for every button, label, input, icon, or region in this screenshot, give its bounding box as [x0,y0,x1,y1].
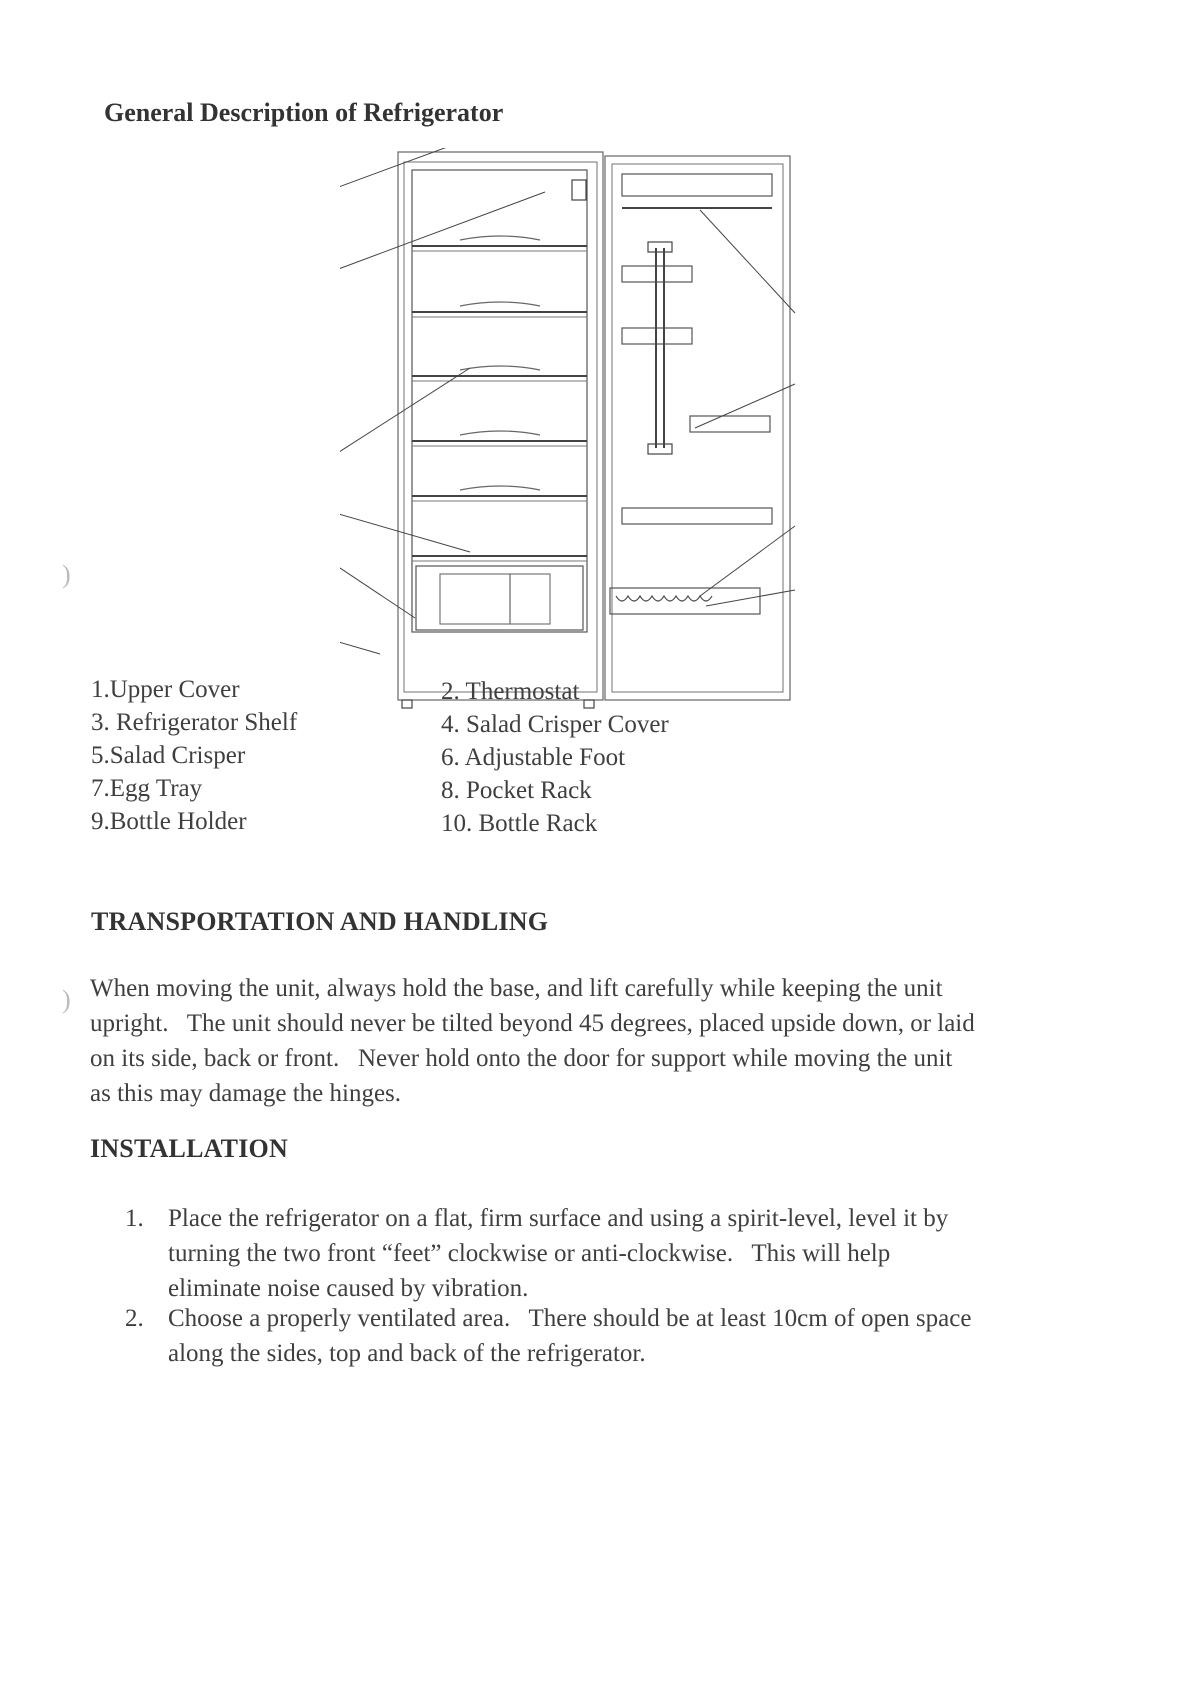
part-label: 8. Pocket Rack [441,777,592,804]
part-label: 7.Egg Tray [91,775,203,802]
installation-heading: INSTALLATION [90,1134,288,1163]
part-label: 6. Adjustable Foot [441,744,626,771]
step-text [168,1301,1088,1371]
installation-step-1 [125,1201,1105,1311]
refrigerator-diagram [340,148,860,728]
transport-paragraph [90,971,1110,1111]
step-line: eliminate noise caused by vibration. [168,1275,529,1302]
margin-mark-2: ) [62,985,71,1014]
step-line: along the sides, top and back of the refrigerator. [168,1340,646,1367]
transport-line: on its side, back or front. Never hold onto the door for support while moving the unit [90,1045,953,1072]
step-text [168,1201,1088,1306]
step-line: turning the two front “feet” clockwise or anti-clockwise. This will help [168,1240,891,1267]
page-title: General Description of Refrigerator [104,98,504,127]
margin-mark-1: ) [62,560,71,589]
part-label: 1.Upper Cover [91,676,240,703]
transport-line: When moving the unit, always hold the base, and lift carefully while keeping the unit [90,975,943,1002]
part-label: 9.Bottle Holder [91,808,247,835]
step-number: 1. [125,1205,144,1232]
installation-step-2 [125,1301,1105,1376]
step-line: Place the refrigerator on a flat, firm surface and using a spirit-level, level it by [168,1205,949,1232]
part-label: 2. Thermostat [441,678,580,705]
transport-line: as this may damage the hinges. [90,1080,402,1107]
step-line: Choose a properly ventilated area. There should be at least 10cm of open space [168,1305,972,1332]
part-label: 4. Salad Crisper Cover [441,711,669,738]
transport-heading: TRANSPORTATION AND HANDLING [91,907,549,936]
part-label: 3. Refrigerator Shelf [91,709,298,736]
part-label: 10. Bottle Rack [441,810,598,837]
part-label: 5.Salad Crisper [91,742,246,769]
transport-line: upright. The unit should never be tilted beyond 45 degrees, placed upside down, or laid [90,1010,975,1037]
step-number: 2. [125,1305,144,1332]
